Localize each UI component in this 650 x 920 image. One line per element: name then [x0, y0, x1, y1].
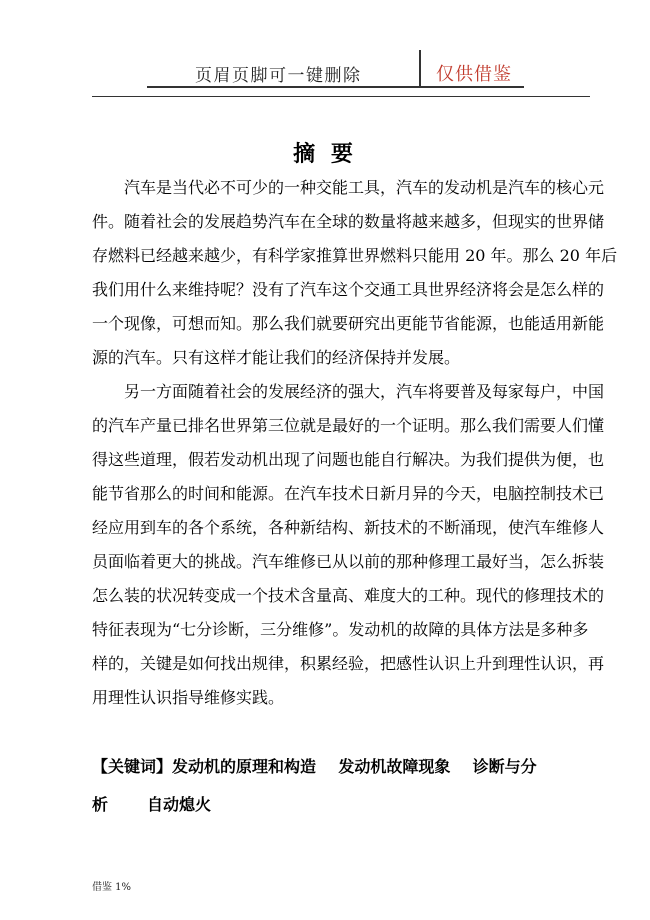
paragraph-line: 存燃料已经越来越少，有科学家推算世界燃料只能用 20 年。那么 20 年后 — [92, 246, 618, 265]
keyword-item: 发动机的原理和构造 — [172, 757, 317, 776]
abstract-paragraph-2 — [92, 375, 605, 715]
paragraph-line: 另一方面随着社会的发展经济的强大，汽车将要普及每家每户，中国 — [124, 382, 605, 401]
paragraph-line: 源的汽车。只有这样才能让我们的经济保持并发展。 — [92, 348, 461, 367]
header-rule-thick — [147, 86, 524, 88]
paragraph-line: 我们用什么来维持呢？没有了汽车这个交通工具世界经济将会是怎么样的 — [92, 280, 605, 299]
paragraph-line: 样的，关键是如何找出规律，积累经验，把感性认识上升到理性认识，再 — [92, 654, 605, 673]
paragraph-line: 经应用到车的各个系统，各种新结构、新技术的不断涌现，使汽车维修人 — [92, 518, 605, 537]
keywords-section — [92, 748, 602, 824]
paragraph-line: 怎么装的状况转变成一个技术含量高、难度大的工种。现代的修理技术的 — [92, 586, 605, 605]
paragraph-line: 一个现像，可想而知。那么我们就要研究出更能节省能源，也能适用新能 — [92, 314, 605, 333]
paragraph-line: 能节省那么的时间和能源。在汽车技术日新月异的今天，电脑控制技术已 — [92, 484, 605, 503]
paragraph-line: 得这些道理，假若发动机出现了问题也能自行解决。为我们提供为便，也 — [92, 450, 605, 469]
keywords-label: 【关键词】 — [92, 757, 173, 776]
paragraph-line: 的汽车产量已排名世界第三位就是最好的一个证明。那么我们需要人们懂 — [92, 416, 605, 435]
footer-text: 借鉴 1% — [92, 882, 132, 893]
keyword-item: 自动熄火 — [147, 795, 212, 814]
header-right-text: 仅供借鉴 — [436, 64, 512, 85]
header-rule-thin — [92, 96, 590, 97]
paragraph-line: 特征表现为“七分诊断，三分维修”。发动机的故障的具体方法是多种多 — [92, 620, 589, 639]
paragraph-line: 件。随着社会的发展趋势汽车在全球的数量将越来越多，但现实的世界储 — [92, 212, 605, 231]
header-left-text: 页眉页脚可一键删除 — [195, 66, 362, 86]
page-title: 摘 要 — [293, 142, 357, 167]
keyword-item: 诊断与分析 — [92, 757, 537, 814]
keyword-item: 发动机故障现象 — [338, 757, 451, 776]
header-divider — [419, 50, 421, 88]
abstract-paragraph-1 — [92, 171, 618, 375]
paragraph-line: 用理性认识指导维修实践。 — [92, 688, 285, 707]
paragraph-line: 员面临着更大的挑战。汽车维修已从以前的那种修理工最好当，怎么拆装 — [92, 552, 605, 571]
paragraph-line: 汽车是当代必不可少的一种交能工具，汽车的发动机是汽车的核心元 — [124, 178, 605, 197]
